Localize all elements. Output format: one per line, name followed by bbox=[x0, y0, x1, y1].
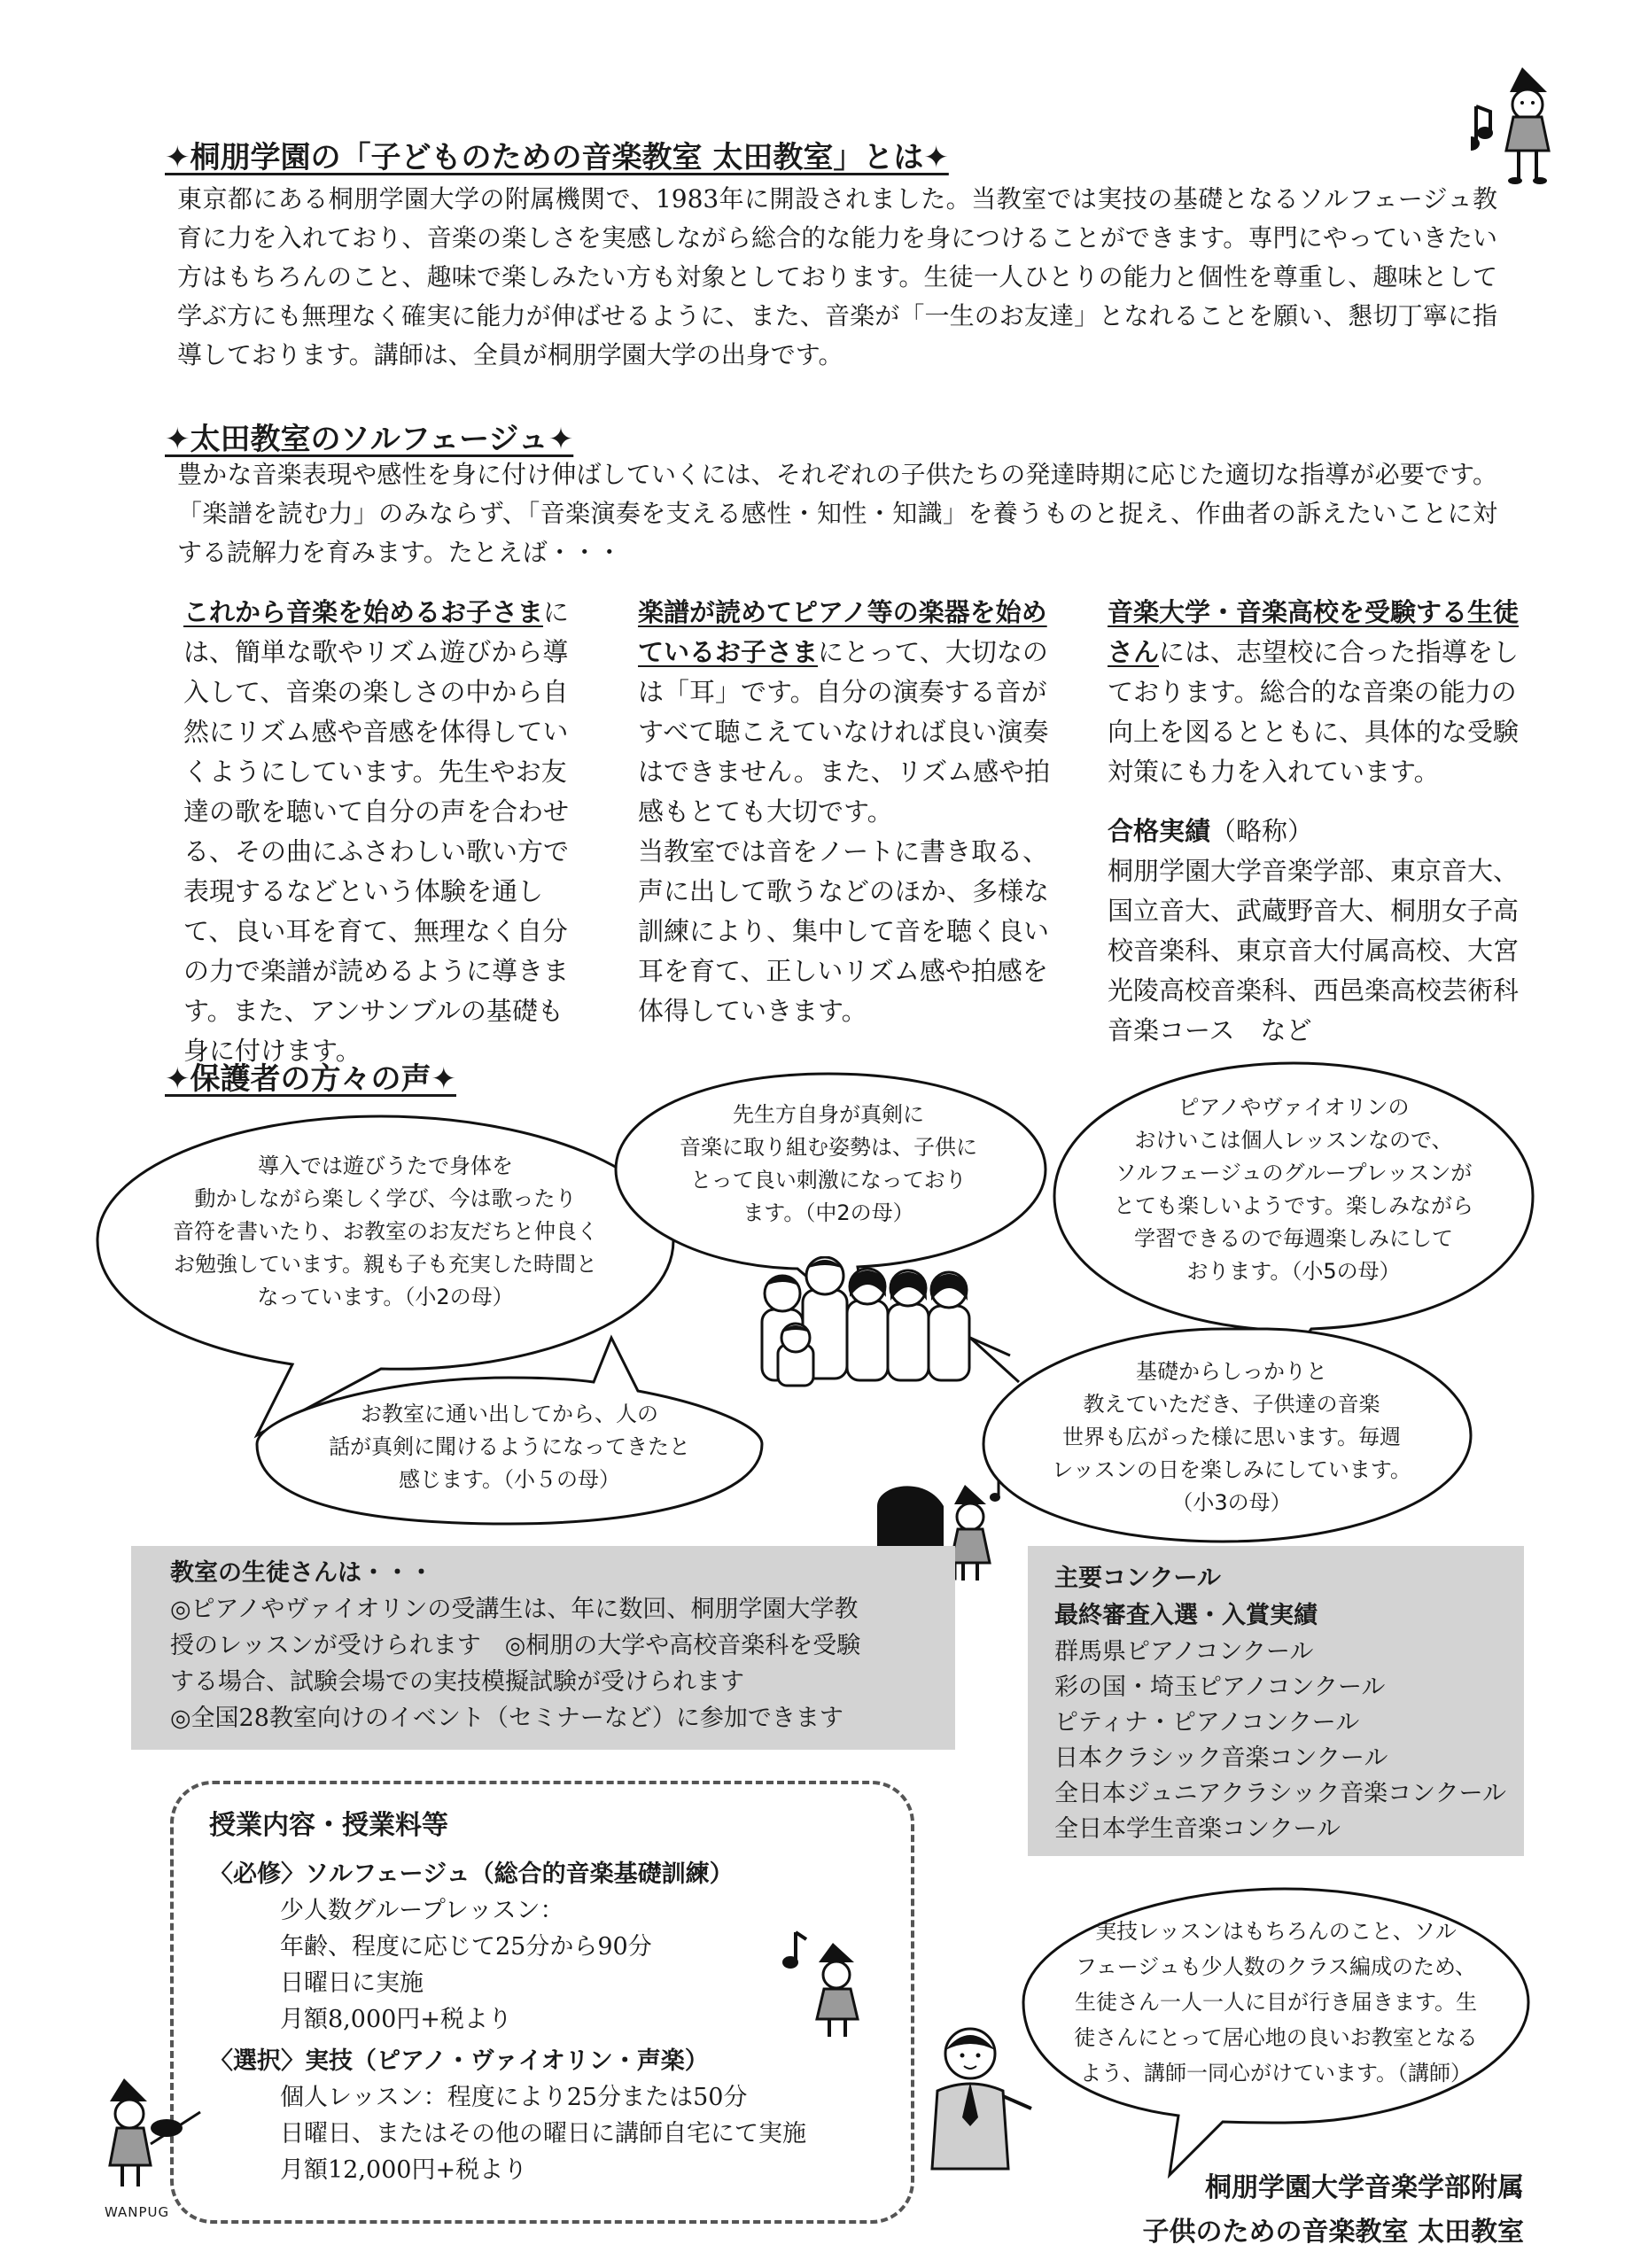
parent-voice-3: ピアノやヴァイオリンの おけいこは個人レッスンなので、 ソルフェージュのグループレッスンが とても楽しいようです。楽しみながら 学習できるので毎週楽しみにして おります。（小5の母） bbox=[1113, 1095, 1474, 1284]
students-line: 授のレッスンが受けられます ◎桐朋の大学や高校音楽科を受験 bbox=[170, 1632, 861, 1659]
column-text: には、志望校に合った指導をしております。総合的な音楽の能力の向上を図るとともに、具体的な受験対策にも力を入れています。 bbox=[1108, 637, 1520, 787]
parent-voice-5: 基礎からしっかりと 教えていただき、子供達の音楽 世界も広がった様に思います。毎週 レッスンの日を楽しみにしています。 （小3の母） bbox=[1052, 1359, 1411, 1515]
required-line: 日曜日に実施 bbox=[280, 1969, 424, 1997]
section-heading-solfege: ✦太田教室のソルフェージュ✦ bbox=[165, 422, 574, 457]
contest-item: 全日本ジュニアクラシック音楽コンクール bbox=[1054, 1780, 1507, 1807]
column-lead: 楽譜が読めてピアノ等の楽器を始めているお子さま bbox=[638, 597, 1047, 667]
parent-voice-1: 導入では遊びうたで身体を 動かしながら楽しく学び、今は歌ったり 音符を書いたり、お教室のお友だちと仲良く お勉強しています。親も子も充実した時間と なっています。（小2の母） bbox=[173, 1153, 598, 1309]
teacher-icon bbox=[921, 2020, 1037, 2171]
column-text-2: 当教室では音をノートに書き取る、声に出して歌うなどのほか、多様な訓練により、集中して音を聴く良い耳を育て、正しいリズム感や拍感を体得していきます。 bbox=[638, 836, 1050, 1026]
girl-with-violin-icon bbox=[97, 2073, 204, 2197]
lessons-title: 授業内容・授業料等 bbox=[209, 1810, 448, 1841]
teacher-voice: 実技レッスンはもちろんのこと、ソル フェージュも少人数のクラス編成のため、 生徒さん一人一人に目が行き届きます。生 徒さんにとって居心地の良いお教室となる よう、講師一同心がけています。（講師） bbox=[1074, 1919, 1478, 2085]
required-label: 〈必修〉ソルフェージュ（総合的音楽基礎訓練） bbox=[209, 1860, 734, 1888]
contest-item: 日本クラシック音楽コンクール bbox=[1054, 1744, 1388, 1772]
footer-block bbox=[1028, 2166, 1524, 2255]
results-title: 合格実績（略称） bbox=[1108, 816, 1314, 846]
contest-item: 彩の国・埼玉ピアノコンクール bbox=[1054, 1674, 1386, 1701]
contests-box bbox=[1028, 1546, 1524, 1856]
contest-item: 群馬県ピアノコンクール bbox=[1054, 1638, 1314, 1666]
column-lead: これから音楽を始めるお子さま bbox=[183, 597, 544, 627]
students-line: する場合、試験会場での実技模擬試験が受けられます bbox=[170, 1668, 744, 1696]
elective-line: 個人レッスン：程度により25分または50分 bbox=[280, 2084, 748, 2111]
family-group-icon bbox=[744, 1256, 992, 1389]
required-line: 年齢、程度に応じて25分から90分 bbox=[280, 1933, 652, 1961]
parent-voice-4: お教室に通い出してから、人の 話が真剣に聞けるようになってきたと 感じます。（小５の母） bbox=[329, 1402, 690, 1492]
section-heading-voices: ✦保護者の方々の声✦ bbox=[165, 1061, 456, 1097]
illustrator-credit: WANPUG bbox=[105, 2204, 170, 2220]
girl-with-note-small-icon bbox=[780, 1927, 877, 2042]
column-text: にとって、大切なのは「耳」です。自分の演奏する音がすべて聴こえていなければ良い演奏はできません。また、リズム感や拍感もとても大切です。 bbox=[638, 637, 1051, 827]
parent-voice-2: 先生方自身が真剣に 音楽に取り組む姿勢は、子供に とって良い刺激になっており ます。（中2の母） bbox=[680, 1102, 977, 1225]
footer-line: 桐朋学園大学音楽学部附属 bbox=[1205, 2172, 1524, 2203]
students-line: ◎ピアノやヴァイオリンの受講生は、年に数回、桐朋学園大学教 bbox=[170, 1596, 859, 1623]
elective-label: 〈選択〉実技（ピアノ・ヴァイオリン・声楽） bbox=[209, 2047, 709, 2075]
about-paragraph: 東京都にある桐朋学園大学の附属機関で、1983年に開設されました。当教室では実技の基礎となるソルフェージュ教育に力を入れており、音楽の楽しさを実感しながら総合的な能力を身につけることができます。専門にやっていきたい方はもちろんのこと、趣味で楽しみたい方も対象としております。生徒一人ひとりの能力と個性を尊重し、趣味として学ぶ方にも無理なく確実に能力が伸ばせるように、また、音楽が「一生のお友達」となれることを願い、懇切丁寧に指導しております。講師は、全員が桐朋学園大学の出身です。 bbox=[177, 184, 1497, 369]
contest-item: ピティナ・ピアノコンクール bbox=[1054, 1709, 1360, 1736]
results-text: 桐朋学園大学音楽学部、東京音大、国立音大、武蔵野音大、桐朋女子高校音楽科、東京音大付属高校、大宮光陵高校音楽科、西邑楽高校芸術科 音楽コース など bbox=[1108, 856, 1520, 1045]
required-line: 少人数グループレッスン： bbox=[280, 1897, 564, 1924]
students-box bbox=[131, 1546, 955, 1750]
students-line: ◎全国28教室向けのイベント（セミナーなど）に参加できます bbox=[170, 1705, 843, 1732]
contests-title: 主要コンクール bbox=[1054, 1565, 1221, 1592]
contest-item: 全日本学生音楽コンクール bbox=[1054, 1815, 1341, 1843]
column-lead: 音楽大学・音楽高校を受験する生徒さん bbox=[1108, 597, 1520, 667]
elective-line: 日曜日、またはその他の曜日に講師自宅にて実施 bbox=[280, 2120, 806, 2148]
solfege-paragraph: 豊かな音楽表現や感性を身に付け伸ばしていくには、それぞれの子供たちの発達時期に応じた適切な指導が必要です。「楽譜を読む力」のみならず、「音楽演奏を支える感性・知性・知識」を養うものと捉え、作曲者の訴えたいことに対する読解力を育みます。たとえば・・・ bbox=[177, 460, 1497, 567]
students-title: 教室の生徒さんは・・・ bbox=[170, 1559, 433, 1587]
section-heading-about: ✦桐朋学園の「子どものための音楽教室 太田教室」とは✦ bbox=[165, 140, 949, 175]
required-line: 月額8,000円+税より bbox=[280, 2006, 512, 2033]
footer-line: 子供のための音楽教室 太田教室 bbox=[1142, 2217, 1524, 2248]
elective-line: 月額12,000円+税より bbox=[280, 2156, 528, 2184]
column-text: には、簡単な歌やリズム遊びから導入して、音楽の楽しさの中から自然にリズム感や音感を体得していくようにしています。先生やお友達の歌を聴いて自分の声を合わせる、その曲にふさわしい歌い方で表現するなどという体験を通して、良い耳を育て、無理なく自分の力で楽譜が読めるように導きます。また、アンサンブルの基礎も身に付けます。 bbox=[183, 597, 570, 1066]
contests-subtitle: 最終審査入選・入賞実績 bbox=[1054, 1602, 1318, 1629]
